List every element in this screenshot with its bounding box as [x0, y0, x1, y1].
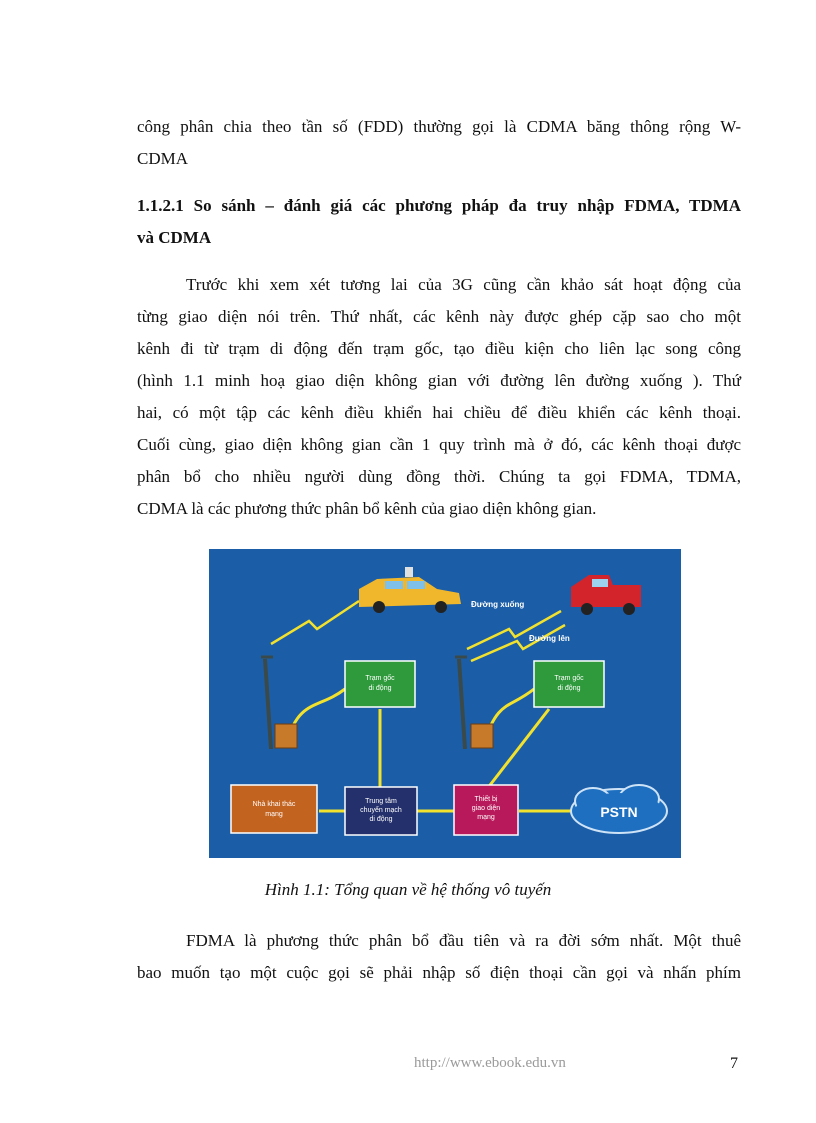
footer-url: http://www.ebook.edu.vn [414, 1055, 566, 1071]
heading-line: và CDMA [137, 228, 212, 247]
text-line: kênh đi từ trạm di động đến trạm gốc, tạo điều kiện cho liên lạc song công [137, 339, 741, 358]
base-station-2-label: Trạm gốc [554, 675, 584, 682]
text-line: phân bổ cho nhiều người dùng đồng thời. Chúng ta gọi FDMA, TDMA, [137, 467, 741, 486]
msc-label: di động [369, 816, 393, 823]
equipment-box-2-icon [471, 724, 493, 748]
base-station-2-label: di động [557, 685, 581, 692]
base-station-1-box [345, 661, 415, 707]
base-station-2-box [534, 661, 604, 707]
operator-label: mạng [265, 811, 283, 818]
base-station-1-label: di động [368, 685, 392, 692]
equipment-box-1-icon [275, 724, 297, 748]
text-line: CDMA [137, 149, 189, 168]
body-paragraph-1 [137, 269, 741, 525]
pstn-label: PSTN [600, 804, 638, 820]
msc-label: chuyển mạch [360, 807, 402, 814]
intro-paragraph [137, 111, 741, 175]
text-line: (hình 1.1 minh hoạ giao diện không gian với đường lên đường xuống ). Thứ [137, 371, 741, 390]
wireless-system-figure [209, 549, 681, 858]
text-line: bao muốn tạo một cuộc gọi sẽ phải nhập số điện thoại cần gọi và nhấn phím [137, 963, 741, 982]
uplink-label: Đường lên [529, 634, 570, 643]
body-paragraph-2 [137, 925, 741, 989]
device-label: mạng [477, 814, 495, 821]
text-line: từng giao diện nói trên. Thứ nhất, các kênh này được ghép cặp sao cho một [137, 307, 741, 326]
section-heading [137, 190, 741, 254]
downlink-label: Đường xuống [471, 600, 525, 609]
base-station-1-label: Trạm gốc [365, 675, 395, 682]
figure-caption: Hình 1.1: Tổng quan về hệ thống vô tuyến [264, 880, 552, 899]
device-label: Thiết bị [474, 796, 498, 803]
device-label: giao diện [471, 805, 501, 812]
heading-line: 1.1.2.1 So sánh – đánh giá các phương pháp đa truy nhập FDMA, TDMA [137, 196, 741, 215]
msc-label: Trung tâm [365, 798, 397, 805]
text-line: CDMA là các phương thức phân bổ kênh của giao diện không gian. [137, 499, 597, 518]
network-operator-box [231, 785, 317, 833]
figure-diagram [209, 549, 681, 858]
operator-label: Nhà khai thác [252, 801, 296, 808]
text-line: công phân chia theo tần số (FDD) thường gọi là CDMA băng thông rộng W- [137, 117, 741, 136]
text-line: Cuối cùng, giao diện không gian cần 1 quy trình mà ở đó, các kênh thoại được [137, 435, 741, 454]
text-line: hai, có một tập các kênh điều khiển hai chiều để điều khiển các kênh thoại. [137, 403, 741, 422]
page-number: 7 [730, 1055, 738, 1072]
text-line: Trước khi xem xét tương lai của 3G cũng cần khảo sát hoạt động của [186, 275, 741, 294]
text-line: FDMA là phương thức phân bổ đầu tiên và ra đời sớm nhất. Một thuê [186, 931, 741, 950]
